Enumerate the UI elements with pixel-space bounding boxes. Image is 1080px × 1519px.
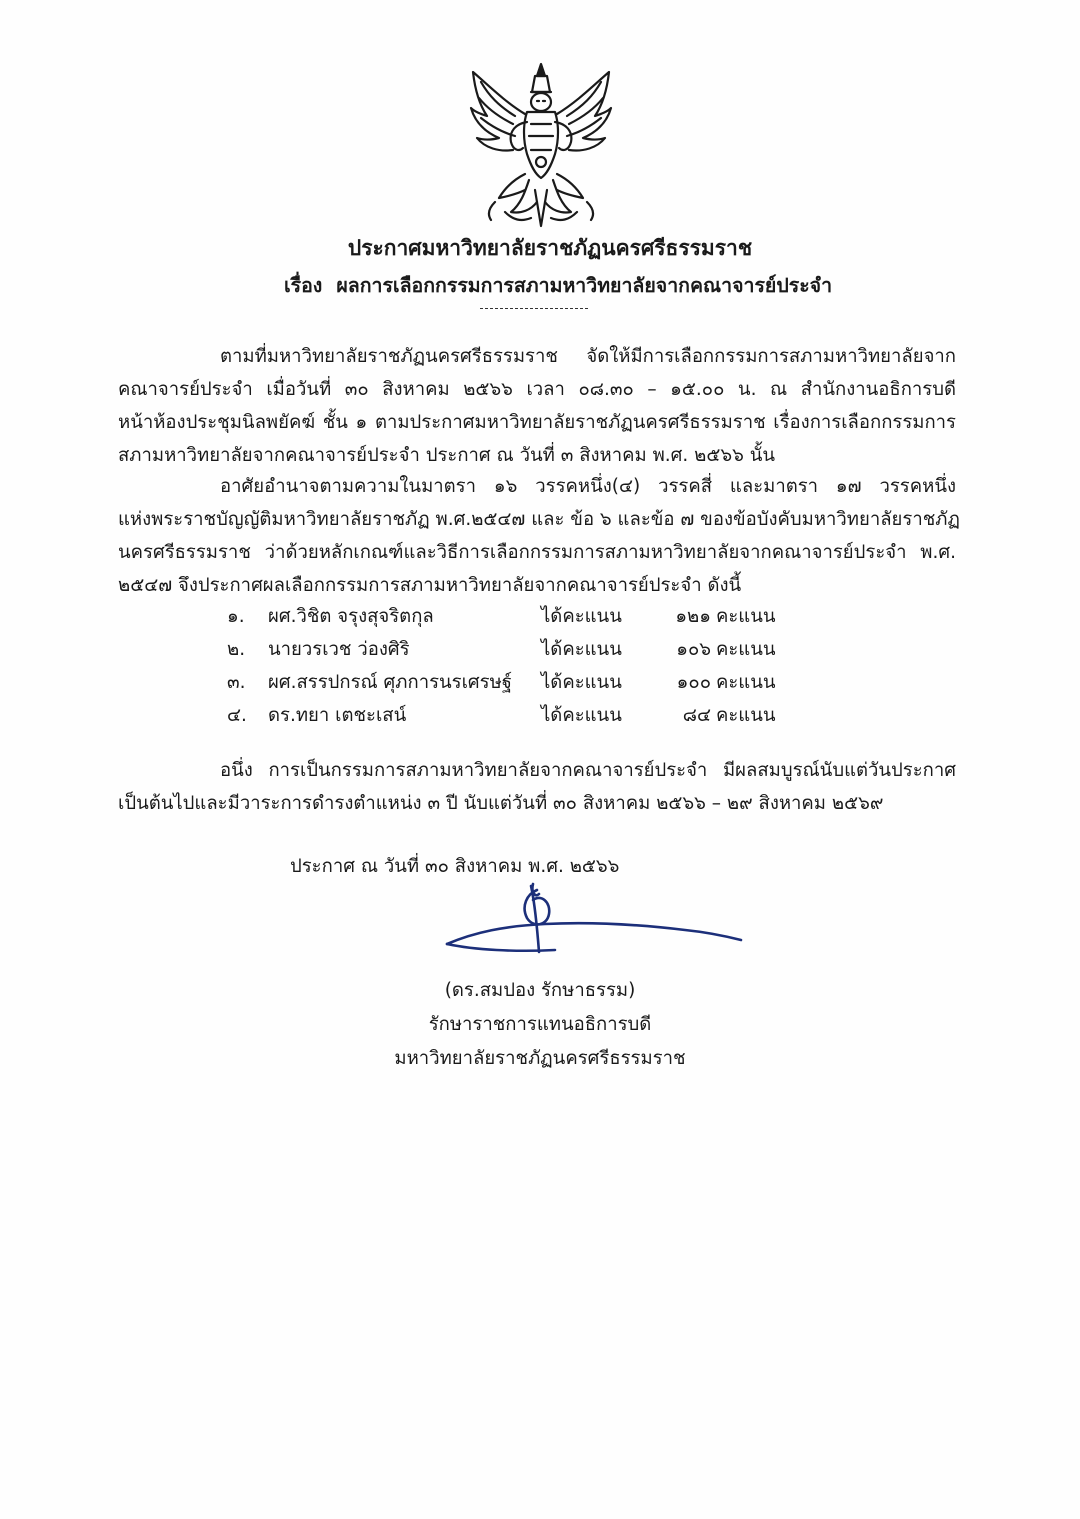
score-label: ได้คะแนน — [541, 705, 622, 726]
score-label: ได้คะแนน — [541, 606, 622, 627]
paragraph-line: หน้าห้องประชุมนิลพยัคฆ์ ชั้น ๑ ตามประกาศมหาวิทยาลัยราชภัฏนครศรีธรรมราช เรื่องการเลือกกรรมการ — [118, 412, 956, 433]
paragraph-line: คณาจารย์ประจำ เมื่อวันที่ ๓๐ สิงหาคม ๒๕๖๖ เวลา ๐๘.๓๐ – ๑๕.๐๐ น. ณ สำนักงานอธิการบดี — [118, 379, 956, 400]
result-number: ๒. — [227, 639, 246, 660]
signature-image — [435, 880, 755, 970]
result-number: ๔. — [227, 705, 247, 726]
announcement-date: ประกาศ ณ วันที่ ๓๐ สิงหาคม พ.ศ. ๒๕๖๖ — [290, 856, 620, 877]
paragraph-line: ตามที่มหาวิทยาลัยราชภัฏนครศรีธรรมราช จัดให้มีการเลือกกรรมการสภามหาวิทยาลัยจาก — [220, 346, 956, 367]
score-label: ได้คะแนน — [541, 672, 622, 693]
score-label: ได้คะแนน — [541, 639, 622, 660]
result-row — [220, 699, 820, 732]
subject-label: เรื่อง — [283, 274, 323, 297]
score-value: ๘๔ — [682, 705, 711, 726]
garuda-emblem-icon — [465, 62, 617, 230]
score-unit: คะแนน — [716, 705, 776, 726]
score-unit: คะแนน — [716, 606, 776, 627]
paragraph-line: อนึ่ง การเป็นกรรมการสภามหาวิทยาลัยจากคณาจารย์ประจำ มีผลสมบูรณ์นับแต่วันประกาศ — [220, 760, 956, 781]
result-row — [220, 633, 820, 666]
paragraph-line: ๒๕๔๗ จึงประกาศผลเลือกกรรมการสภามหาวิทยาลัยจากคณาจารย์ประจำ ดังนี้ — [118, 575, 742, 596]
announcement-subject — [18, 272, 1080, 300]
paragraph-line: อาศัยอำนาจตามความในมาตรา ๑๖ วรรคหนึ่ง(๔) วรรคสี่ และมาตรา ๑๗ วรรคหนึ่ง — [220, 476, 956, 497]
score-unit: คะแนน — [716, 672, 776, 693]
candidate-name: ผศ.วิชิต จรุงสุจริตกุล — [268, 606, 434, 627]
paragraph-line: เป็นต้นไปและมีวาระการดำรงตำแหน่ง ๓ ปี นับแต่วันที่ ๓๐ สิงหาคม ๒๕๖๖ – ๒๙ สิงหาคม ๒๕๖๙ — [118, 793, 884, 814]
candidate-name: ผศ.สรรปกรณ์ ศุภการนรเศรษฐ์ — [268, 672, 513, 693]
paragraph-term — [118, 754, 956, 820]
result-row — [220, 600, 820, 633]
paragraph-line: แห่งพระราชบัญญัติมหาวิทยาลัยราชภัฏ พ.ศ.๒๕๔๗ และ ข้อ ๖ และข้อ ๗ ของข้อบังคับมหาวิทยาลัยราชภัฏ — [118, 509, 960, 530]
result-row — [220, 666, 820, 699]
candidate-name: นายวรเวช ว่องศิริ — [268, 639, 410, 660]
announcement-title: ประกาศมหาวิทยาลัยราชภัฏนครศรีธรรมราช — [347, 236, 753, 260]
signer-position: รักษาราชการแทนอธิการบดี — [428, 1014, 652, 1035]
paragraph-authority — [118, 470, 960, 602]
signer-organization: มหาวิทยาลัยราชภัฏนครศรีธรรมราช — [394, 1048, 686, 1069]
score-value: ๑๒๑ — [675, 606, 711, 627]
paragraph-background — [118, 340, 956, 472]
score-unit: คะแนน — [716, 639, 776, 660]
subject-text: ผลการเลือกกรรมการสภามหาวิทยาลัยจากคณาจารย์ประจำ — [336, 274, 833, 297]
title-divider — [480, 308, 588, 309]
candidate-name: ดร.ทยา เตชะเสน์ — [268, 705, 407, 726]
results-list — [220, 600, 820, 732]
result-number: ๓. — [227, 672, 246, 693]
paragraph-line: สภามหาวิทยาลัยจากคณาจารย์ประจำ ประกาศ ณ วันที่ ๓ สิงหาคม พ.ศ. ๒๕๖๖ นั้น — [118, 445, 776, 466]
result-number: ๑. — [227, 606, 245, 627]
paragraph-line: นครศรีธรรมราช ว่าด้วยหลักเกณฑ์และวิธีการเลือกกรรมการสภามหาวิทยาลัยจากคณาจารย์ประจำ พ.ศ. — [118, 542, 956, 563]
score-value: ๑๐๐ — [676, 672, 711, 693]
score-value: ๑๐๖ — [676, 639, 711, 660]
signer-name: (ดร.สมปอง รักษาธรรม) — [444, 980, 636, 1001]
